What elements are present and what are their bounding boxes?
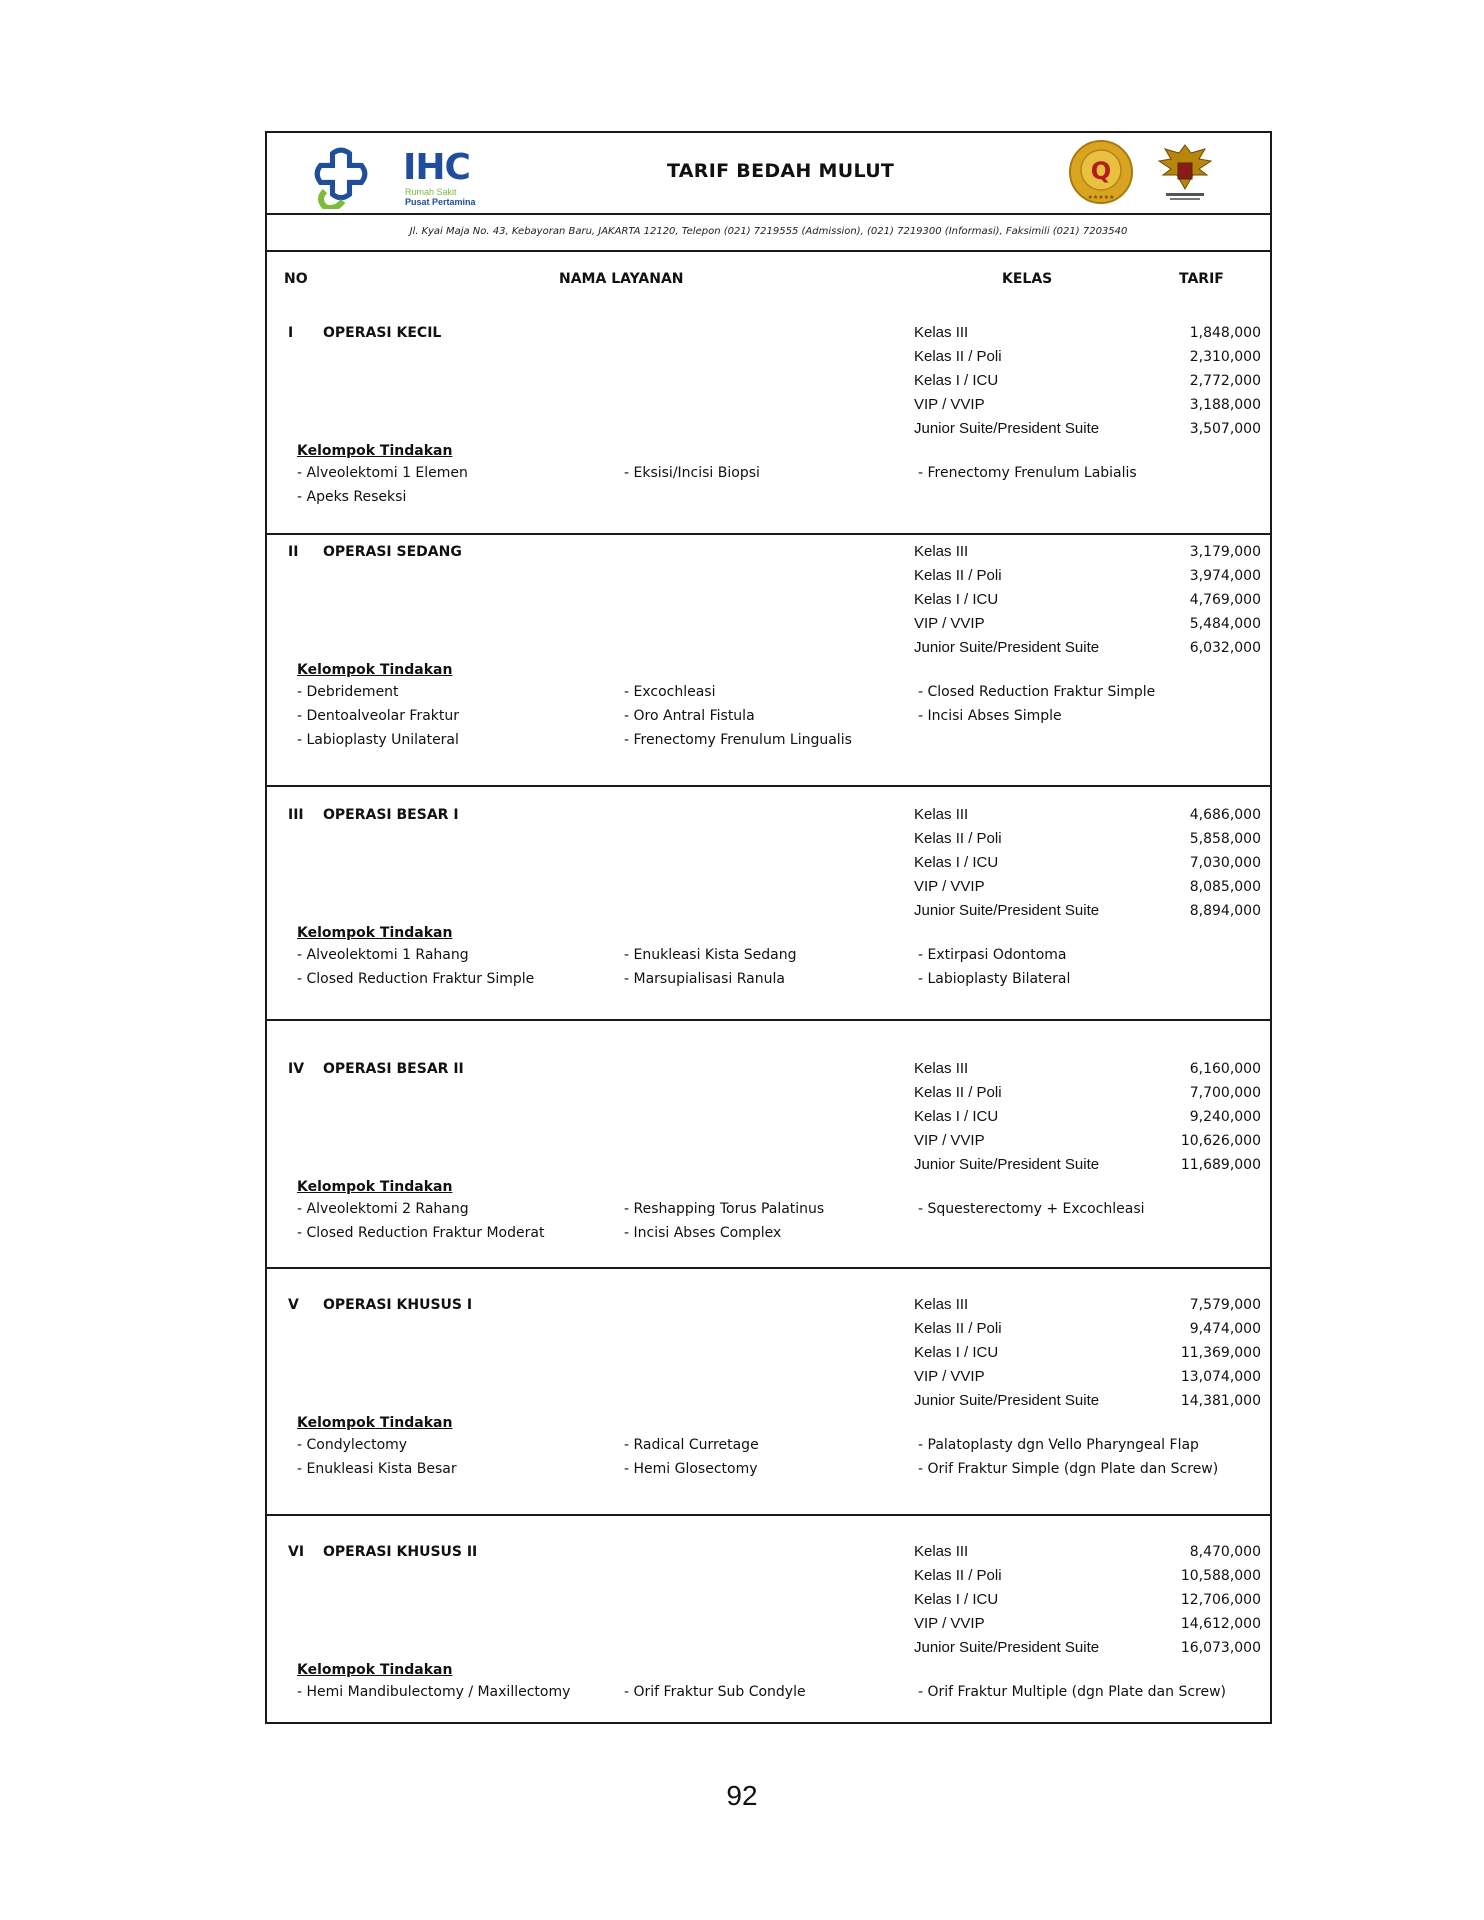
- svg-text:Q: Q: [1090, 157, 1112, 185]
- procedure-item: - Incisi Abses Simple: [918, 708, 1062, 724]
- class-name: VIP / VVIP: [914, 1615, 985, 1632]
- logo-subtitle-2: Pusat Pertamina: [405, 197, 476, 207]
- svg-text:★★★★★: ★★★★★: [1087, 194, 1115, 201]
- tariff-row: [914, 851, 1261, 875]
- tariff-row: [914, 393, 1261, 417]
- procedure-item: - Condylectomy: [297, 1437, 408, 1453]
- tariff-row: [914, 321, 1261, 345]
- section-title: OPERASI KHUSUS II: [323, 1544, 478, 1560]
- procedure-item: - Incisi Abses Complex: [624, 1225, 782, 1241]
- tariff-amount: 8,470,000: [1189, 1544, 1261, 1560]
- procedure-group-heading: Kelompok Tindakan: [297, 1179, 453, 1195]
- class-name: Junior Suite/President Suite: [914, 1392, 1100, 1409]
- service-section: [267, 535, 1270, 787]
- tariff-list: [914, 1293, 1261, 1413]
- class-name: Junior Suite/President Suite: [914, 1639, 1100, 1656]
- procedure-item: - Eksisi/Incisi Biopsi: [624, 465, 760, 481]
- procedure-item: - Closed Reduction Fraktur Simple: [918, 684, 1156, 700]
- tariff-row: [914, 1365, 1261, 1389]
- procedure-item: - Reshapping Torus Palatinus: [624, 1201, 825, 1217]
- tariff-amount: 3,179,000: [1189, 544, 1261, 560]
- class-name: Kelas II / Poli: [914, 1084, 1002, 1101]
- tariff-amount: 10,626,000: [1180, 1133, 1261, 1149]
- tariff-row: [914, 1081, 1261, 1105]
- tariff-amount: 8,894,000: [1189, 903, 1261, 919]
- service-section: [267, 1021, 1270, 1269]
- procedure-item: - Alveolektomi 1 Rahang: [297, 947, 469, 963]
- tariff-row: [914, 1153, 1261, 1177]
- tariff-row: [914, 345, 1261, 369]
- procedure-item: - Enukleasi Kista Sedang: [624, 947, 797, 963]
- tariff-amount: 1,848,000: [1189, 325, 1261, 341]
- tariff-amount: 7,030,000: [1189, 855, 1261, 871]
- tariff-amount: 9,240,000: [1189, 1109, 1261, 1125]
- procedure-group-heading: Kelompok Tindakan: [297, 443, 453, 459]
- tariff-amount: 13,074,000: [1180, 1369, 1261, 1385]
- procedure-item: - Marsupialisasi Ranula: [624, 971, 785, 987]
- class-name: VIP / VVIP: [914, 1132, 985, 1149]
- tariff-amount: 6,160,000: [1189, 1061, 1261, 1077]
- service-section: [267, 787, 1270, 1021]
- section-number: III: [288, 807, 304, 823]
- class-name: Kelas III: [914, 324, 969, 341]
- class-name: Kelas II / Poli: [914, 348, 1002, 365]
- class-name: VIP / VVIP: [914, 1368, 985, 1385]
- tariff-row: [914, 827, 1261, 851]
- tariff-row: [914, 803, 1261, 827]
- procedure-item: - Alveolektomi 1 Elemen: [297, 465, 468, 481]
- procedure-group-heading: Kelompok Tindakan: [297, 925, 453, 941]
- tariff-row: [914, 417, 1261, 441]
- column-header-name: NAMA LAYANAN: [559, 271, 684, 287]
- class-name: Kelas II / Poli: [914, 1567, 1002, 1584]
- class-name: Kelas I / ICU: [914, 1591, 999, 1608]
- procedure-item: - Labioplasty Unilateral: [297, 732, 459, 748]
- class-name: VIP / VVIP: [914, 615, 985, 632]
- procedure-item: - Excochleasi: [624, 684, 716, 700]
- section-number: VI: [288, 1544, 305, 1560]
- tariff-amount: 4,769,000: [1189, 592, 1261, 608]
- logo-subtitle-1: Rumah Sakit: [405, 187, 457, 197]
- tariff-row: [914, 1317, 1261, 1341]
- service-section: [267, 1269, 1270, 1516]
- tariff-row: [914, 636, 1261, 660]
- tariff-list: [914, 803, 1261, 923]
- service-section: [267, 1516, 1270, 1724]
- tariff-row: [914, 1105, 1261, 1129]
- tariff-list: [914, 321, 1261, 441]
- class-name: Kelas I / ICU: [914, 854, 999, 871]
- tariff-row: [914, 1564, 1261, 1588]
- tariff-row: [914, 1057, 1261, 1081]
- tariff-amount: 5,858,000: [1189, 831, 1261, 847]
- class-name: Kelas III: [914, 1060, 969, 1077]
- procedure-item: - Dentoalveolar Fraktur: [297, 708, 460, 724]
- tariff-amount: 9,474,000: [1189, 1321, 1261, 1337]
- class-name: Kelas I / ICU: [914, 372, 999, 389]
- section-title: OPERASI SEDANG: [323, 544, 462, 560]
- tariff-row: [914, 369, 1261, 393]
- procedure-group-heading: Kelompok Tindakan: [297, 1662, 453, 1678]
- column-header-no: NO: [284, 271, 308, 287]
- class-name: Junior Suite/President Suite: [914, 639, 1100, 656]
- service-section: [267, 133, 1270, 535]
- tariff-list: [914, 540, 1261, 660]
- procedure-item: - Orif Fraktur Sub Condyle: [624, 1684, 806, 1700]
- procedure-item: - Alveolektomi 2 Rahang: [297, 1201, 469, 1217]
- procedure-item: - Orif Fraktur Simple (dgn Plate dan Screw): [918, 1461, 1219, 1477]
- procedure-item: - Enukleasi Kista Besar: [297, 1461, 457, 1477]
- procedure-item: - Closed Reduction Fraktur Simple: [297, 971, 535, 987]
- class-name: VIP / VVIP: [914, 878, 985, 895]
- procedure-item: - Hemi Mandibulectomy / Maxillectomy: [297, 1684, 571, 1700]
- class-name: Kelas III: [914, 806, 969, 823]
- section-number: IV: [288, 1061, 305, 1077]
- procedure-item: - Oro Antral Fistula: [624, 708, 755, 724]
- procedure-item: - Frenectomy Frenulum Labialis: [918, 465, 1137, 481]
- procedure-item: - Hemi Glosectomy: [624, 1461, 758, 1477]
- class-name: Kelas III: [914, 1543, 969, 1560]
- page-title: TARIF BEDAH MULUT: [667, 160, 895, 182]
- class-name: Junior Suite/President Suite: [914, 902, 1100, 919]
- tariff-row: [914, 1293, 1261, 1317]
- column-header-tariff: TARIF: [1179, 271, 1224, 287]
- tariff-row: [914, 899, 1261, 923]
- tariff-amount: 4,686,000: [1189, 807, 1261, 823]
- page-number: 92: [726, 1780, 758, 1811]
- tariff-amount: 16,073,000: [1180, 1640, 1261, 1656]
- class-name: Kelas II / Poli: [914, 567, 1002, 584]
- tariff-row: [914, 1341, 1261, 1365]
- procedure-item: - Palatoplasty dgn Vello Pharyngeal Flap: [918, 1437, 1199, 1453]
- procedure-item: - Closed Reduction Fraktur Moderat: [297, 1225, 545, 1241]
- procedure-group-heading: Kelompok Tindakan: [297, 1415, 453, 1431]
- procedure-item: - Debridement: [297, 684, 399, 700]
- section-title: OPERASI KHUSUS I: [323, 1297, 473, 1313]
- tariff-amount: 3,974,000: [1189, 568, 1261, 584]
- tariff-amount: 10,588,000: [1180, 1568, 1261, 1584]
- tariff-amount: 14,612,000: [1180, 1616, 1261, 1632]
- tariff-table-frame: [265, 131, 1272, 1724]
- section-title: OPERASI BESAR I: [323, 807, 459, 823]
- class-name: Kelas I / ICU: [914, 1344, 999, 1361]
- hospital-address: Jl. Kyai Maja No. 43, Kebayoran Baru, JAKARTA 12120, Telepon (021) 7219555 (Admission), (021) 7219300 (Informasi), Faksimili (021) 7203540: [267, 213, 1270, 252]
- tariff-amount: 12,706,000: [1180, 1592, 1261, 1608]
- procedure-item: - Radical Curretage: [624, 1437, 759, 1453]
- class-name: Kelas I / ICU: [914, 1108, 999, 1125]
- tariff-amount: 6,032,000: [1189, 640, 1261, 656]
- tariff-row: [914, 875, 1261, 899]
- tariff-amount: 7,700,000: [1189, 1085, 1261, 1101]
- class-name: Junior Suite/President Suite: [914, 1156, 1100, 1173]
- class-name: VIP / VVIP: [914, 396, 985, 413]
- logo-wordmark: IHC: [403, 147, 470, 188]
- class-name: Kelas II / Poli: [914, 830, 1002, 847]
- section-title: OPERASI KECIL: [323, 325, 442, 341]
- class-name: Kelas I / ICU: [914, 591, 999, 608]
- tariff-amount: 11,689,000: [1180, 1157, 1261, 1173]
- section-number: II: [288, 544, 299, 560]
- tariff-row: [914, 1612, 1261, 1636]
- tariff-amount: 3,188,000: [1189, 397, 1261, 413]
- tariff-row: [914, 1588, 1261, 1612]
- tariff-row: [914, 1129, 1261, 1153]
- class-name: Junior Suite/President Suite: [914, 420, 1100, 437]
- tariff-row: [914, 1389, 1261, 1413]
- procedure-item: - Squesterectomy + Excochleasi: [918, 1201, 1145, 1217]
- tariff-list: [914, 1540, 1261, 1660]
- tariff-amount: 3,507,000: [1189, 421, 1261, 437]
- section-number: V: [288, 1297, 299, 1313]
- procedure-group-heading: Kelompok Tindakan: [297, 662, 453, 678]
- tariff-list: [914, 1057, 1261, 1177]
- tariff-row: [914, 612, 1261, 636]
- tariff-amount: 2,310,000: [1189, 349, 1261, 365]
- tariff-amount: 14,381,000: [1180, 1393, 1261, 1409]
- procedure-item: - Apeks Reseksi: [297, 489, 407, 505]
- tariff-row: [914, 588, 1261, 612]
- tariff-row: [914, 1540, 1261, 1564]
- tariff-row: [914, 1636, 1261, 1660]
- tariff-row: [914, 540, 1261, 564]
- procedure-item: - Frenectomy Frenulum Lingualis: [624, 732, 852, 748]
- procedure-item: - Orif Fraktur Multiple (dgn Plate dan Screw): [918, 1684, 1227, 1700]
- tariff-amount: 2,772,000: [1189, 373, 1261, 389]
- tariff-amount: 5,484,000: [1189, 616, 1261, 632]
- procedure-item: - Extirpasi Odontoma: [918, 947, 1067, 963]
- tariff-amount: 8,085,000: [1189, 879, 1261, 895]
- class-name: Kelas III: [914, 1296, 969, 1313]
- section-title: OPERASI BESAR II: [323, 1061, 464, 1077]
- column-header-class: KELAS: [1002, 271, 1053, 287]
- class-name: Kelas III: [914, 543, 969, 560]
- section-number: I: [288, 325, 294, 341]
- tariff-row: [914, 564, 1261, 588]
- tariff-amount: 7,579,000: [1189, 1297, 1261, 1313]
- procedure-item: - Labioplasty Bilateral: [918, 971, 1071, 987]
- tariff-amount: 11,369,000: [1180, 1345, 1261, 1361]
- class-name: Kelas II / Poli: [914, 1320, 1002, 1337]
